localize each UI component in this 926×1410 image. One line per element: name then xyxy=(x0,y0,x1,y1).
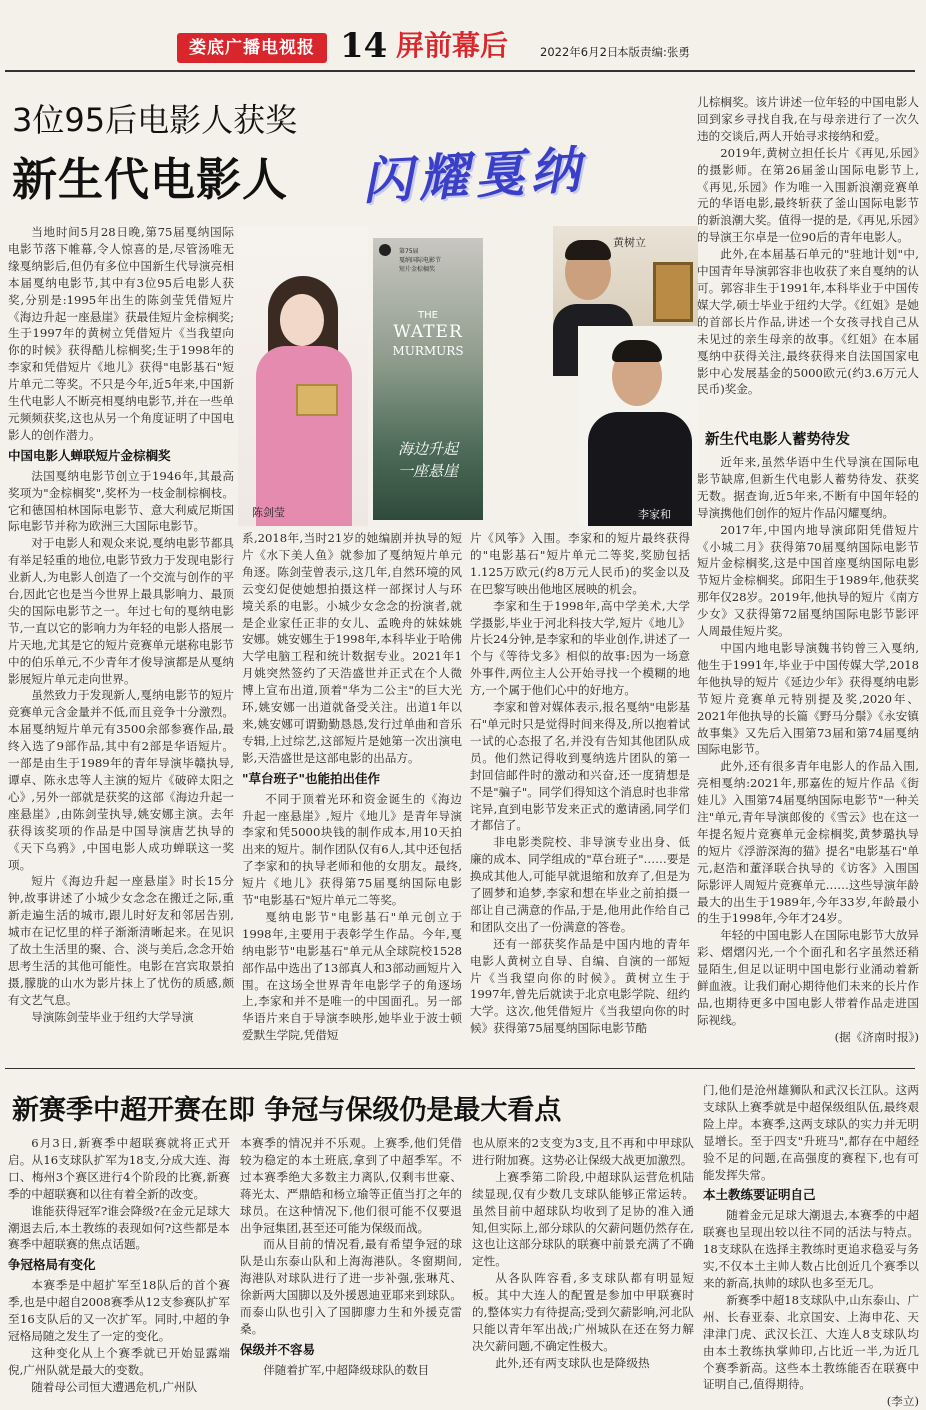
paragraph: 随着金元足球大潮退去,本赛季的中超联赛也呈现出较以往不同的活法与特点。18支球队在选择主教练时更追求稳妥与务实,不仅本土主帅人数占比创近几个赛季以来的新高,执帅的球队也多至无几。 xyxy=(703,1208,919,1290)
article1-column-2 xyxy=(242,530,462,1060)
article2-column-1 xyxy=(8,1135,230,1397)
paragraph: 中国内地电影导演魏书钧曾三入戛纳,他生于1991年,毕业于中国传媒大学,2018年他执导的短片《延边少年》获得戛纳电影节短片竞赛单元特别提及奖,2020年、2021年他执导的长篇《野马分鬃》《永安镇故事集》又先后入围第73届和第74届戛纳国际电影节。 xyxy=(697,640,919,757)
paragraph: 年轻的中国电影人在国际电影节大放异彩、熠熠闪光,一个个面孔和名字虽然还稍显陌生,但足以证明中国电影行业涌动着新鲜血液。让我们耐心期待他们未来的长片作品,也期待更多中国电影人带着作品走进国际视线。 xyxy=(697,928,919,1027)
page-number: 14 xyxy=(340,26,388,66)
palm-icon xyxy=(379,244,391,256)
poster-festival-3: 短片金棕榈奖 xyxy=(399,266,436,273)
article-separator xyxy=(5,1068,915,1069)
caption-chen: 陈剑莹 xyxy=(252,506,285,519)
article1-column-4 xyxy=(697,94,919,416)
paragraph: 不同于顶着光环和资金诞生的《海边升起一座悬崖》,短片《地儿》是青年导演李家和凭5000块钱的制作成本,用10天拍出来的短片。制作团队仅有6人,其中还包括了李家和的执导老师和他的女朋友。最终,短片《地儿》获得第75届戛纳国际电影节"电影基石"短片单元二等奖。 xyxy=(242,791,462,908)
subheading: 本土教练要证明自己 xyxy=(703,1187,816,1203)
paragraph: 戛纳电影节"电影基石"单元创立于1998年,主要用于表彰学生作品。今年,戛纳电影节"电影基石"单元从全球院校1528部作品中选出了13部真人和3部动画短片入围。在这场全世界青年电影学子的角逐场上,李家和并不是唯一的中国面孔。另一部华语片来自于导演李映彤,她毕业于波士顿爱默生学院,凭借短 xyxy=(242,909,462,1043)
film-poster xyxy=(373,238,483,520)
issue-date: 2022年6月2日 xyxy=(540,45,619,59)
article1-kicker: 3位95后电影人获奖 xyxy=(12,101,298,139)
article1-headline: 新生代电影人 xyxy=(12,153,289,206)
masthead-brand: 娄底广播电视报 xyxy=(189,38,315,58)
paragraph: 这种变化从上个赛季就已开始显露端倪,广州队就是最大的变数。 xyxy=(8,1345,230,1377)
paragraph-continued: 本赛季的情况并不乐观。上赛季,他们凭借较为稳定的本土班底,拿到了中超季军。不过本赛季绝大多数主力离队,仅剩韦世豪、蒋光太、严鼎皓和杨立瑜等正值当打之年的球员。在这种情况下,他们很可能不仅要退出争冠集团,甚至还可能为保级而战。 xyxy=(240,1136,462,1235)
paragraph: 此外,还有很多青年电影人的作品入围,亮相戛纳:2021年,那嘉佐的短片作品《街娃儿》入围第74届戛纳国际电影节"一种关注"单元,青年导演郎俊的《雪云》也在这一年提名短片竞赛单元金棕榈奖,黄梦璐执导的短片《浮游深海的猫》提名"电影基石"单元,赵浩和董泽联合执导的《访客》入围国际影评人周短片竞赛单元……这些导演年龄最大的出生于1989年,今年33岁,年龄最小的生于1998年,今年才24岁。 xyxy=(697,759,919,926)
poster-title-3: MURMURS xyxy=(392,344,464,358)
paragraph: 法国戛纳电影节创立于1946年,其最高奖项为"金棕榈奖",奖杯为一枝金制棕榈枝。它和德国柏林国际电影节、意大利威尼斯国际电影节并称为欧洲三大国际电影节。 xyxy=(8,468,234,534)
hair-shape xyxy=(565,240,611,260)
poster-title-2: WATER xyxy=(393,322,463,342)
photo-li-jiahe xyxy=(578,326,698,526)
source-credit: (据《济南时报》) xyxy=(834,1029,919,1044)
poster-cn-1: 海边升起 xyxy=(397,440,458,458)
poster-cn-2: 一座悬崖 xyxy=(397,462,458,480)
page-editor: 本版责编:张勇 xyxy=(617,45,690,59)
paragraph-continued: 系,2018年,当时21岁的她编剧并执导的短片《水下美人鱼》就参加了戛纳短片单元角逐。陈剑莹曾表示,这几年,自然环境的风云变幻促使她想拍摄这样一部探讨人与环境关系的电影。小城少女念念的扮演者,就是企业家任正非的女儿、孟晚舟的妹妹姚安娜。姚安娜生于1998年,本科毕业于哈佛大学电脑工程和统计数据专业。2021年1月姚突然签约了天浩盛世并正式在个人微博上宣布出道,顶着"华为二公主"的巨大光环,姚安娜一出道就备受关注。出道1年以来,姚安娜可谓勤勤恳恳,发行过单曲和音乐专辑,上过综艺,这部短片是她第一次出演电影,天浩盛世是这部电影的出品方。 xyxy=(242,531,462,765)
paragraph: 谁能获得冠军?谁会降级?在金元足球大潮退去后,本土教练的表现如何?这些都是本赛季中超联赛的焦点话题。 xyxy=(8,1203,230,1252)
paragraph: 新赛季中超18支球队中,山东泰山、广州、长春亚泰、北京国安、上海申花、天津津门虎、武汉长江、大连人8支球队均由本土教练执掌帅印,占比近一半,为近几个赛季新高。这些本土教练能否在联赛中证明自己,值得期待。 xyxy=(703,1292,919,1392)
paragraph: 伴随着扩军,中超降级球队的数目 xyxy=(263,1362,430,1377)
paragraph: 对于电影人和观众来说,戛纳电影节都具有举足轻重的地位,电影节致力于发现电影行业新人,为电影人创造了一个交流与创作的平台,因此它也是当今世界上最具影响力、最顶尖的国际电影节之一。年过七旬的戛纳电影节,一直以它的影响力为年轻的电影人搭展一片天地,尤其是它的短片竞赛单元堪称电影节中的伯乐单元,不少青年才俊导演都是从戛纳影展短片单元走向世界。 xyxy=(8,536,234,686)
paragraph: 导演陈剑莹毕业于纽约大学导演 xyxy=(31,1009,194,1024)
section-title: 屏前幕后 xyxy=(396,29,509,62)
trophy-shape xyxy=(296,384,338,416)
hair-shape xyxy=(612,340,662,362)
paragraph: 2017年,中国内地导演邱阳凭借短片《小城二月》获得第70届戛纳国际电影节短片金棕榈奖,这是中国首座戛纳国际电影节短片金棕榈奖。邱阳生于1989年,他获奖那年仅28岁。2019年,他执导的短片《南方少女》又获得第72届戛纳国际电影节影评人周最佳短片奖。 xyxy=(697,522,919,639)
photo-collage xyxy=(238,226,698,526)
caption-huang: 黄树立 xyxy=(613,236,646,249)
subheading: "草台班子"也能拍出佳作 xyxy=(242,770,381,786)
face-shape xyxy=(280,294,324,346)
paragraph: 6月3日,新赛季中超联赛就将正式开启。从16支球队扩军为18支,分成大连、海口、梅州3个赛区进行4个阶段的比赛,新赛季的中超联赛和以往有着全新的改变。 xyxy=(8,1136,230,1201)
paragraph: 短片《海边升起一座悬崖》时长15分钟,故事讲述了小城少女念念在搬迁之际,重新走遍生活的城市,跟儿时好友和邻居告别,城市在记忆里的样子渐渐清晰起来。在见识了故土生活里的聚、合、淡与美后,念念开始思考生活的其他可能性。电影在宫宾取景拍摄,朦胧的山水为影片抹上了忧伤的质感,颇有文艺气息。 xyxy=(8,874,234,1007)
dress-shape xyxy=(256,346,352,526)
paragraph: 上赛季第二阶段,中超球队运营危机陆续显现,仅有少数几支球队能够正常运转。虽然目前中超球队均收到了足协的准入通知,但实际上,部分球队的欠薪问题仍然存在,这也让这部分球队的联赛中前景充满了不确定性。 xyxy=(472,1169,694,1269)
paragraph: 还有一部获奖作品是中国内地的青年电影人黄树立自导、自编、自演的一部短片《当我望向你的时候》。黄树立生于1997年,曾先后就读于北京电影学院、纽约大学。这次,他凭借短片《当我望向你的时候》获得第75届戛纳国际电影节酷 xyxy=(470,936,690,1036)
source-credit: (李立) xyxy=(886,1394,919,1409)
paragraph: 李家和曾对媒体表示,报名戛纳"电影基石"单元时只是觉得时间来得及,所以抱着试一试的心态报了名,并没有告知其他团队成员。他们然记得收到戛纳选片团队的第一封回信邮件时的激动和兴奋,还一度猜想是不是"骗子"。同学们得知这个消息时也非常诧异,直到电影节发来正式的邀请函,同学们才都信了。 xyxy=(470,700,690,833)
paragraph: 非电影类院校、非导演专业出身、低廉的成本、同学组成的"草台班子"……要是换成其他人,可能早就退缩和放弃了,但是为了圆梦和追梦,李家和想在毕业之前拍摄一部让自己满意的作品,于是,他用此作给自己和团队交出了一份满意的答卷。 xyxy=(470,835,690,934)
paragraph: 此外,还有两支球队也是降级热 xyxy=(495,1355,650,1370)
certificate-shape xyxy=(653,262,693,322)
paragraph: 此外,在本届基石单元的"驻地计划"中,中国青年导演郭容非也收获了来自戛纳的认可。郭容非生于1991年,本科毕业于中国传媒大学,硕士毕业于纽约大学。《红姐》是她的首部长片作品,讲述一个女孩寻找自己从未见过的亲生母亲的故事。《红姐》在本届戛纳中获得关注,最终获得来自法国国家电影中心发展基金的5000欧元(约3.6万元人民币)奖金。 xyxy=(697,247,919,397)
paragraph-continued: 门,他们是沧州雄狮队和武汉长江队。这两支球队上赛季就是中超保级组队伍,最终艰险上岸。本赛季,这两支球队的实力并无明显增长。至于四支"升班马",都存在中超经验不足的问题,在高强度的赛程下,也有可能发挥失常。 xyxy=(703,1083,919,1182)
paragraph: 李家和生于1998年,高中学美术,大学学摄影,毕业于河北科技大学,短片《地儿》片长24分钟,是李家和的毕业创作,讲述了一个与《等待戈多》相似的故事:因为一场意外事件,两位主人公开始寻找一个模糊的地方,一个属于他们心中的好地方。 xyxy=(470,598,690,698)
article2-column-3 xyxy=(472,1135,694,1397)
caption-li: 李家和 xyxy=(638,508,671,521)
article1-column-4b xyxy=(697,454,919,1060)
paragraph-continued: 也从原来的2支变为3支,且不再和中甲球队进行附加赛。这势必让保级大战更加激烈。 xyxy=(472,1136,694,1167)
article1-subhead-4: 新生代电影人蓄势待发 xyxy=(705,432,850,448)
paragraph: 当地时间5月28日晚,第75届戛纳国际电影节落下帷幕,令人惊喜的是,尽管汤唯无缘戛纳影后,但仍有多位中国新生代导演亮相本届戛纳电影节,其中有3位95后电影人获奖,分别是:1995年出生的陈剑莹凭借短片《海边升起一座悬崖》获最佳短片金棕榈奖;生于1997年的黄树立凭借短片《当我望向你的时候》获得酷儿棕榈奖;生于1998年的李家和凭借短片《地儿》获得"电影基石"短片单元二等奖。不只是今年,近5年来,中国新生代电影人不断亮相戛纳电影节,并在一些单元频频获奖,这也从另一个角度证明了中国电影人的创作潜力。 xyxy=(8,225,234,442)
paragraph: 本赛季是中超扩军至18队后的首个赛季,也是中超自2008赛季从12支参赛队扩军至16支队后的又一次扩军。同时,中超的争冠格局随之发生了一定的变化。 xyxy=(8,1278,230,1343)
subheading: 中国电影人蝉联短片金棕榈奖 xyxy=(8,447,171,463)
paragraph: 随着母公司恒大遭遇危机,广州队 xyxy=(31,1379,198,1394)
photo-chen-jianying xyxy=(238,226,368,526)
article2-headline: 新赛季中超开赛在即 争冠与保级仍是最大看点 xyxy=(12,1095,562,1126)
paragraph-continued: 儿棕榈奖。该片讲述一位年轻的中国电影人回到家乡寻找自我,在与母亲进行了一次久违的交谈后,两人开始寻求接纳和爱。 xyxy=(697,95,919,143)
article1-headline-art: 闪耀戛纳 xyxy=(360,140,588,211)
paragraph: 2019年,黄树立担任长片《再见,乐园》的摄影师。在第26届釜山国际电影节上,《再见,乐园》作为唯一入围新浪潮竞赛单元的华语电影,最终斩获了釜山国际电影节的新浪潮大奖。值得一提的是,《再见,乐园》的导演王尔卓是一位90后的青年电影人。 xyxy=(697,145,919,245)
paragraph: 近年来,虽然华语中生代导演在国际电影节缺席,但新生代电影人蓄势待发、获奖无数。据查询,近5年来,不断有中国年轻的导演携他们创作的短片作品闪耀戛纳。 xyxy=(697,455,919,520)
paragraph-continued: 片《风筝》入围。李家和的短片最终获得的"电影基石"短片单元二等奖,奖励包括1.125万欧元(约8万元人民币)的奖金以及在巴黎写映出他地区展映的机会。 xyxy=(470,531,690,596)
paragraph: 而从目前的情况看,最有希望争冠的球队是山东泰山队和上海海港队。冬窗期间,海港队对球队进行了进一步补强,张琳芃、徐新两大国脚以及外援恩迪亚耶来到球队。而泰山队也引入了国脚廖力生和外援克雷桑。 xyxy=(240,1237,462,1336)
poster-festival-1: 第75届 xyxy=(399,248,419,255)
poster-festival-2: 戛纳国际电影节 xyxy=(399,257,442,264)
masthead-rule xyxy=(5,70,915,72)
subheading: 保级并不容易 xyxy=(240,1341,316,1357)
article2-column-4 xyxy=(703,1082,919,1409)
paragraph: 虽然致力于发现新人,戛纳电影节的短片竞赛单元含金量并不低,而且竞争十分激烈。本届戛纳短片单元有3500余部参赛作品,最终入选了9部作品,其中有2部是华语短片。一部是由生于1989年的青年导演毕赣执导,谭卓、陈永忠等人主演的短片《破碎太阳之心》,另外一部就是获奖的这部《海边升起一座悬崖》,由陈剑莹执导,姚安娜主演。去年获得该奖项的作品是中国导演唐艺执导的《天下乌鸦》,中国电影人成功蝉联这一奖项。 xyxy=(8,688,234,872)
article1-column-3 xyxy=(470,530,690,1060)
poster-title-1: THE xyxy=(418,310,438,321)
subheading: 争冠格局有变化 xyxy=(8,1257,96,1273)
article2-column-2 xyxy=(240,1135,462,1397)
paragraph: 从各队阵容看,多支球队都有明显短板。其中大连人的配置是参加中甲联赛时的,整体实力有待提高;受到欠薪影响,河北队只能以青年军出战;广州城队在还在努力解决欠薪问题,不确定性极大。 xyxy=(472,1271,694,1353)
article1-column-1 xyxy=(8,224,234,1060)
